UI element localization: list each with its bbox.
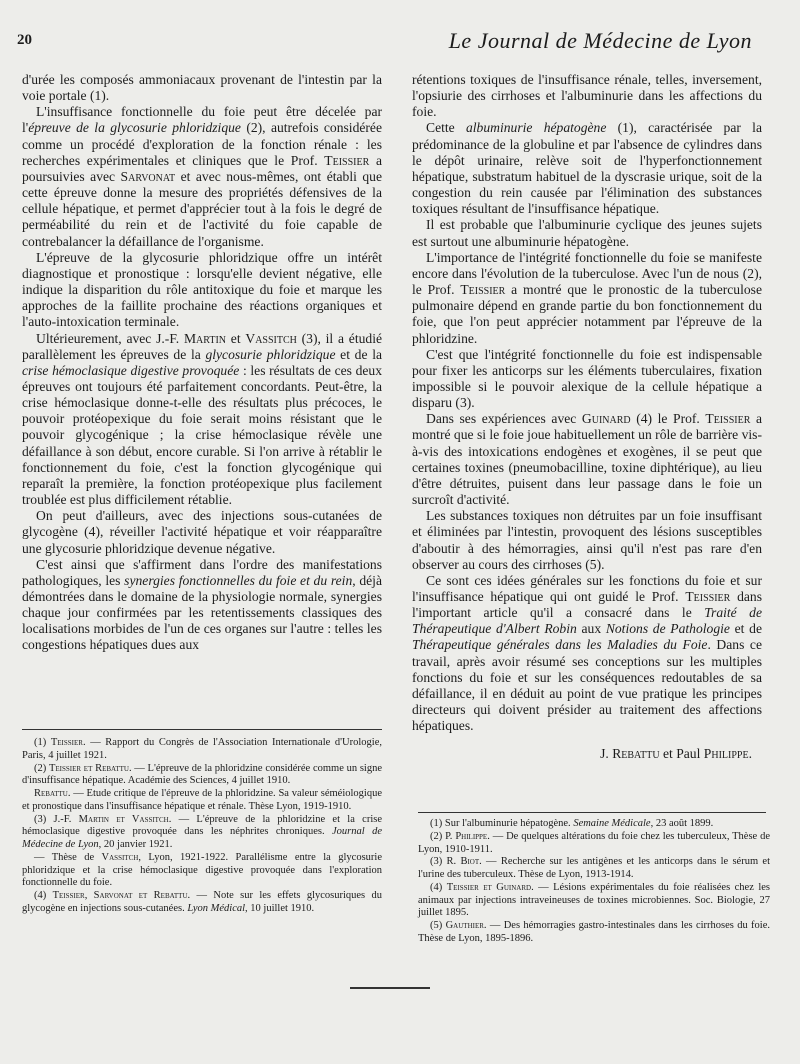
paragraph: Il est probable que l'albuminurie cyclique des jeunes sujets est surtout une albuminurie hépatogène. [412,217,762,249]
paragraph: C'est ainsi que s'affirment dans l'ordre des manifestations pathologiques, les synergies fonctionnelles du foie et du rein, déjà démontrées dans le domaine de la physiologie normale, synergies chaque jour confirmées par les retentissements classiques des localisations morbides de l'un de ces organes sur l'autre : telles les congestions hépatiques dues aux [22,556,382,653]
paragraph: Dans ses expériences avec Guinard (4) le Prof. Teissier a montré que si le foie joue habituellement un rôle de barrière vis-à-vis des intoxications endogènes et exogènes, il se peut que certaines toxines (pneumobacilline, toxine diphtérique), au lieu d'être détruites, puisent dans leur passage dans le foie un surcroît d'activité. [412,411,762,508]
journal-title: Le Journal de Médecine de Lyon [448,28,752,53]
paragraph: Ultérieurement, avec J.-F. Martin et Vassitch (3), il a étudié parallèlement les épreuves de la glycosurie phloridzique et de la crise hémoclasique digestive provoquée : les résultats de ces deux épreuves ont toujours été parfaitement concordants. Peut-être, la crise hémoclasique donne-t-elle des résultats plus précoces, le pouvoir protéopexique du foie serait moins résistant que le pouvoir glycogénique ; la crise hémoclasique révèle une défaillance à son début, encore curable. Si l'on arrive à rétablir le fonctionnement du foie, c'est la fonction glycogénique qui reparaît la première, la fonction protéopexique plus facilement troublée est plus difficilement rétablie. [22,330,383,508]
paragraph: rétentions toxiques de l'insuffisance rénale, telles, inversement, l'opsiurie des cirrhoses et l'albuminurie dans les affections du foie. [412,72,762,120]
footnote: — Thèse de Vassitch, Lyon, 1921-1922. Parallélisme entre la glycosurie phloridzique et la crise hémoclasique digestive provoquée dans l'exploration fonctionnelle du foie. [22,851,382,889]
footnote-divider [22,729,382,730]
paragraph: Cette albuminurie hépatogène (1), caractérisée par la prédominance de la globuline et par l'absence de cylindres dans le dépôt urinaire, relève soit de l'hyperfonctionnement hépatique, substratum habituel de la dyscrasie urique, soit de la congestion du rein causée par l'élimination des substances toxiques résultant de l'insuffisance hépatique. [412,120,762,217]
author-signature: J. Rebattu et Paul Philippe. [600,746,752,762]
paragraph: On peut d'ailleurs, avec des injections sous-cutanées de glycogène (4), réveiller l'activité hépatique et voir réapparaître une glycosurie phloridzique devenue négative. [22,508,382,556]
footnote: Rebattu. — Etude critique de l'épreuve de la phloridzine. Sa valeur séméiologique et pronostique dans l'insuffisance hépatique et rénale. Thèse Lyon, 1919-1910. [22,788,382,812]
paragraph: Les substances toxiques non détruites par un foie insuffisant et éliminées par l'intestin, provoquent des lésions susceptibles d'aboutir à des hémorragies, ainsi qu'il n'est pas rare d'en observer au cours des cirrhoses (5). [412,508,762,572]
page-number: 20 [17,32,32,48]
footnote: (2) Teissier et Rebattu. — L'épreuve de la phloridzine considérée comme un signe d'insuffisance hépatique. Académie des Sciences, 4 juillet 1910. [22,762,382,787]
paragraph: L'épreuve de la glycosurie phloridzique offre un intérêt diagnostique et pronostique : lorsqu'elle devient négative, elle indique la disparition du rôle antitoxique du foie et marque les approches de la faillite prochaine des réactions organiques et l'auto-intoxication terminale. [22,249,382,330]
footnote: (3) R. Biot. — Recherche sur les antigènes et les anticorps dans le sérum et l'urine des tuberculeux. Thèse de Lyon, 1913-1914. [418,856,771,880]
footnote: (4) Teissier et Guinard. — Lésions expérimentales du foie réalisées chez les animaux par injections intraveineuses de toxines microbiennes. Soc. Biologie, 27 juillet 1895. [418,881,770,919]
paragraph: d'urée les composés ammoniacaux provenant de l'intestin par la voie portale (1). [22,72,382,104]
footnote-divider [418,812,766,813]
end-rule [350,987,430,989]
right-column [412,72,762,763]
footnote: (2) P. Philippe. — De quelques altérations du foie chez les tuberculeux, Thèse de Lyon, 1910-1911. [418,830,771,855]
paragraph: C'est que l'intégrité fonctionnelle du foie est indispensable pour fixer les anticorps sur les éléments tuberculaires, fixation impossible si le pouvoir alexique de la cellule hépatique a disparu (3). [412,346,762,411]
left-column [22,72,382,654]
paragraph: L'importance de l'intégrité fonctionnelle du foie se manifeste encore dans l'évolution de la tuberculose. Avec l'un de nous (2), le Prof. Teissier a montré que le pronostic de la tuberculose pulmonaire dépend en grande partie du bon fonctionnement du foie, que l'on peut apprécier notamment par l'épreuve de la phloridzine. [412,249,762,346]
paragraph: L'insuffisance fonctionnelle du foie peut être décelée par l'épreuve de la glycosurie phloridzique (2), autrefois considérée comme un procédé d'exploration de la fonction rénale : les recherches expérimentales et cliniques que le Prof. Teissier a poursuivies avec Sarvonat et avec nous-mêmes, ont établi que cette épreuve donne la mesure des propriétés défensives de la cellule hépatique, et permet d'apprécier tout à la fois le degré de perméabilité du rein et de l'activité du foie capable de contrebalancer la défaillance de l'organisme. [22,104,382,249]
footnotes-left [22,737,382,916]
footnote: (1) Sur l'albuminurie hépatogène. Semaine Médicale, 23 août 1899. [430,818,714,829]
footnotes-right [418,818,770,946]
footnote: (1) Teissier. — Rapport du Congrès de l'Association Internationale d'Urologie, Paris, 4 juillet 1921. [22,737,382,761]
paragraph: Ce sont ces idées générales sur les fonctions du foie et sur l'insuffisance hépatique qui ont guidé le Prof. Teissier dans l'important article qu'il a consacré dans le Traité de Thérapeutique d'Albert Robin aux Notions de Pathologie et de Thérapeutique générales dans les Maladies du Foie. Dans ce travail, après avoir résumé ses conceptions sur les multiples fonctions du foie et sur les conséquences redoutables de sa défaillance, il en déduit au point de vue pratique les principes directeurs qui doivent présider au traitement des affections hépatiques. [412,572,763,734]
footnote: (4) Teissier, Sarvonat et Rebattu. — Note sur les effets glycosuriques du glycogène en injections sous-cutanées. Lyon Médical, 10 juillet 1910. [22,890,383,914]
footnote: (3) J.-F. Martin et Vassitch. — L'épreuve de la phloridzine et la crise hémoclasique digestive provoquée dans les néphrites chroniques. Journal de Médecine de Lyon, 20 janvier 1921. [22,813,382,850]
footnote: (5) Gauthier. — Des hémorragies gastro-intestinales dans les cirrhoses du foie. Thèse de Lyon, 1895-1896. [418,920,770,944]
